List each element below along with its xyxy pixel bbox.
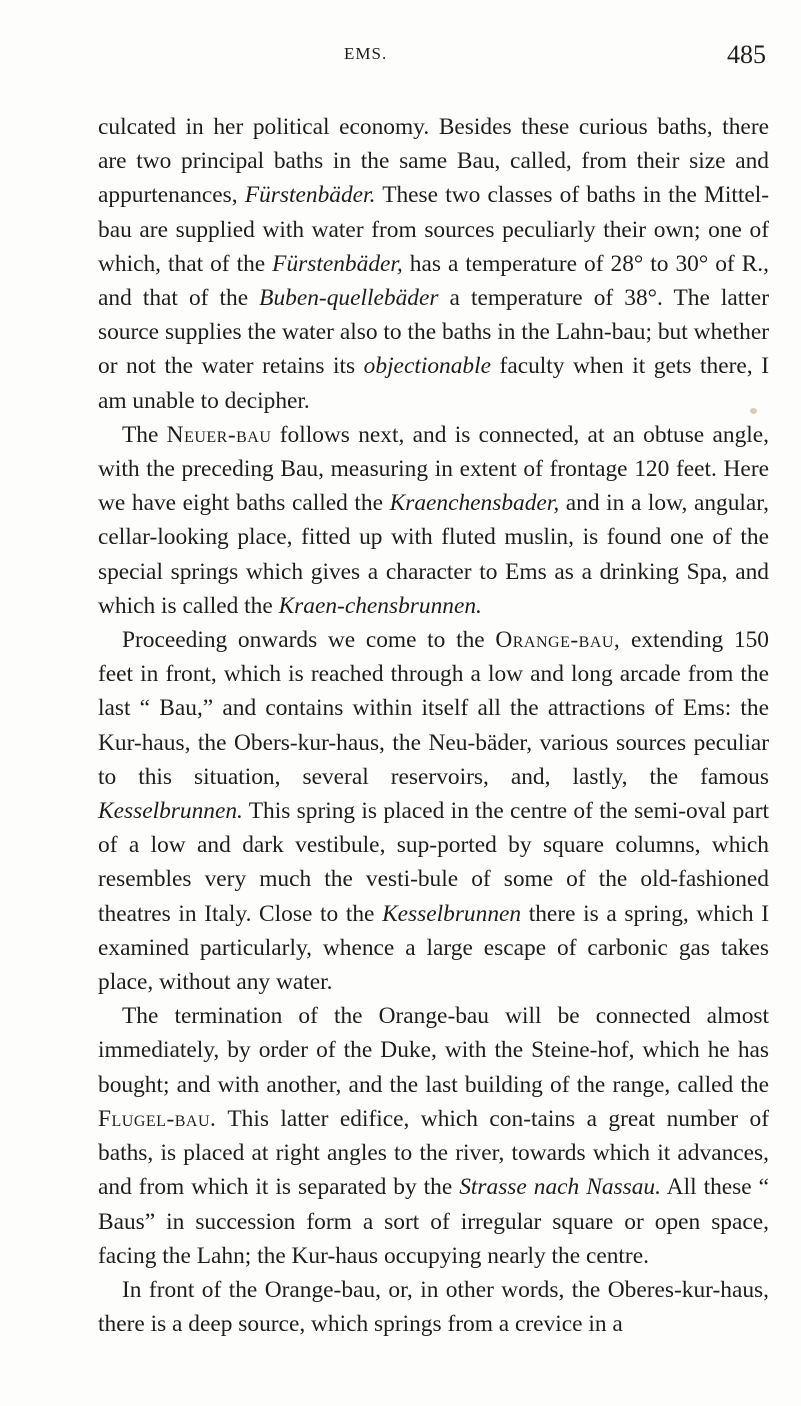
text-run: In front of the Orange-bau, or, in other words, the Oberes-kur-haus, there is a deep source, which springs from a crevice in a (98, 1276, 769, 1338)
text-run: follows next, and is connected, at an obtuse angle, with the preceding Bau, measuring in extent of frontage 120 feet. Here we have eight baths called the (98, 421, 769, 517)
italic-term: Kesselbrunnen (382, 900, 522, 927)
text-run: extending 150 feet in front, which is reached through a low and long arcade from the last “ Bau,” and contains within itself all the attractions of Ems: the Kur-haus, the Obers-kur-haus, the Neu-bäder, various sources peculiar to this situation, several reservoirs, and, lastly, the famous (98, 627, 769, 790)
text-run: and in a low, angular, cellar-looking place, fitted up with fluted muslin, is found one of the special springs which gives a character to Ems as a drinking Spa, and which is called the (98, 490, 769, 619)
paragraph (98, 418, 769, 623)
text-run: This latter edifice, which con-tains a great number of baths, is placed at right angles to the river, towards which it advances, and from which it is separated by the (98, 1105, 769, 1201)
running-head-title: EMS. (344, 44, 388, 63)
text-run: a temperature of 38°. The latter source supplies the water also to the baths in the Lahn-bau; but whether or not the water retains its (98, 285, 769, 380)
italic-term: Fürstenbäder, (272, 250, 403, 277)
paragraph (98, 623, 769, 999)
text-run: Proceeding onwards we come to the (122, 627, 496, 654)
italic-term: Fürstenbäder. (244, 182, 376, 209)
text-run: has a temperature of 28° to 30° of R., and that of the (98, 250, 769, 312)
italic-term: Kesselbrunnen. (98, 798, 243, 825)
text-run: This spring is placed in the centre of the semi-oval part of a low and dark vestibule, sup-ported by square columns, which resembles very much the vesti-bule of some of the old-fashioned theatres in Italy. Close to the (98, 798, 769, 927)
italic-term: Buben-quellebäder (259, 285, 439, 312)
paragraph (98, 999, 769, 1273)
page-number: 485 (727, 40, 766, 69)
small-caps-term: Flugel-bau. (98, 1105, 217, 1132)
text-run: there is a spring, which I examined particularly, whence a large escape of carbonic gas takes place, without any water. (98, 900, 769, 996)
text-run: All these “ Baus” in succession form a sort of irregular square or open space, facing the Lahn; the Kur-haus occupying nearly the centre. (98, 1174, 769, 1269)
italic-term: Strasse nach Nassau. (459, 1174, 661, 1201)
paragraph (98, 110, 769, 418)
body-text (98, 110, 769, 1341)
text-run: These two classes of baths in the Mittel-bau are supplied with water from sources peculiarly their own; one of which, that of the (98, 182, 769, 277)
italic-term: Kraenchensbader, (389, 490, 560, 517)
text-run: The (122, 421, 167, 448)
italic-term: Kraen-chensbrunnen. (278, 592, 482, 619)
paragraph (98, 1273, 769, 1341)
text-run: faculty when it gets there, I am unable to decipher. (98, 353, 769, 414)
running-head (98, 42, 766, 72)
text-run: culcated in her political economy. Besides these curious baths, there are two principal baths in the same Bau, called, from their size and appurtenances, (98, 114, 769, 209)
text-run: The termination of the Orange-bau will be connected almost immediately, by order of the Duke, with the Steine-hof, which he has bought; and with another, and the last building of the range, called the (98, 1003, 769, 1098)
small-caps-term: Orange-bau, (495, 627, 621, 654)
paper-speck (750, 408, 757, 414)
italic-term: objectionable (363, 353, 491, 380)
small-caps-term: Neuer-bau (166, 421, 272, 448)
